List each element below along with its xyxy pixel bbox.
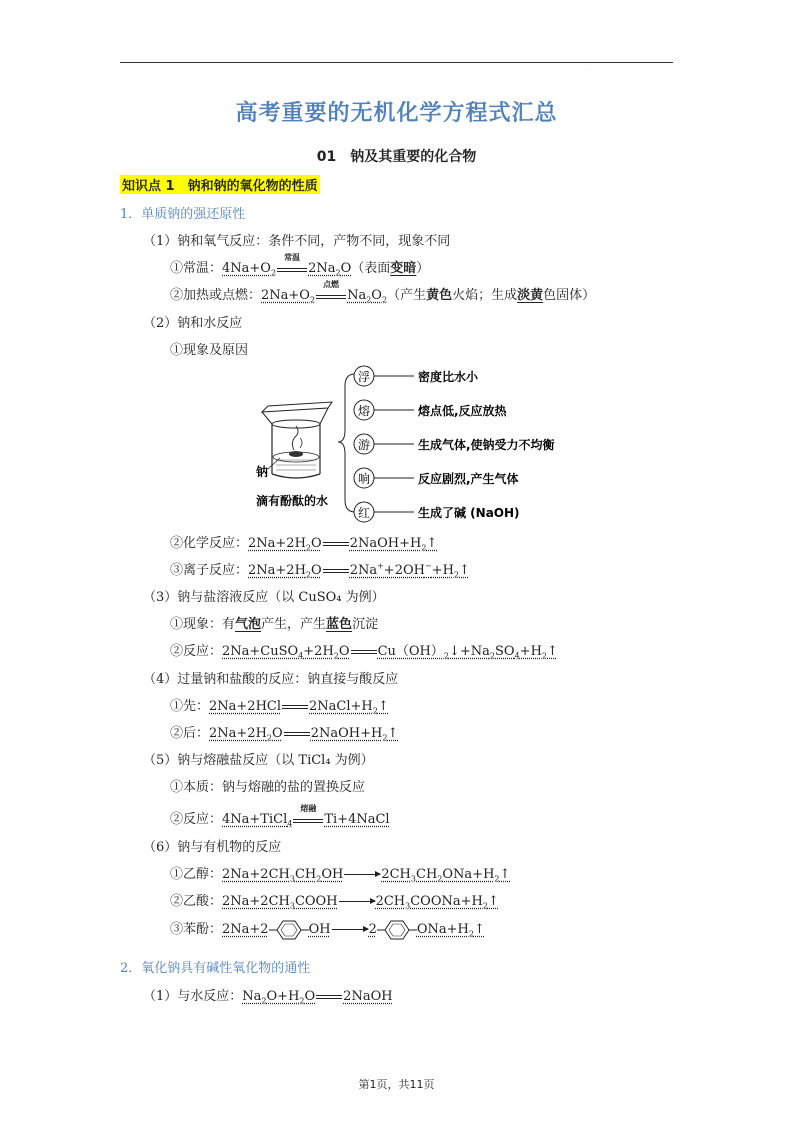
s2-line-b: ②化学反应：$2Na+2H_2O$ $2NaOH+H_2↑$ bbox=[170, 536, 438, 553]
s2-line-c: ③离子反应：$2Na+2H_2O$ $2Na^++2OH^-+H_2↑$ bbox=[170, 561, 470, 580]
condition-equals: 常温 bbox=[277, 261, 307, 272]
char-swim: 游 bbox=[357, 438, 371, 452]
header-mark: . bbox=[588, 66, 590, 72]
s6-line-b: ②乙酸：$2Na+2CH_3COOH$ $2CH_3COONa+H_2↑$ bbox=[170, 894, 499, 911]
s4-label: （4）过量钠和盐酸的反应：钠直接与酸反应 bbox=[143, 672, 399, 687]
reason-melt: 熔点低,反应放热 bbox=[418, 404, 507, 418]
part1-heading: 1．单质钠的强还原性 bbox=[120, 207, 246, 222]
equation: $2Na+CuSO_4+2H_2O$ $Cu(OH)_2↓+Na_2SO_4+H_2↑$ bbox=[222, 644, 558, 661]
char-float: 浮 bbox=[357, 370, 371, 384]
s6-line-a: ①乙醇：$2Na+2CH_3CH_2OH$ $2CH_3CH_2ONa+H_2↑$ bbox=[170, 867, 511, 884]
header-rule bbox=[120, 62, 673, 63]
char-red: 红 bbox=[357, 506, 371, 520]
reason-sound: 反应剧烈,产生气体 bbox=[418, 472, 519, 486]
p2-line-1: （1）与水反应：$Na_2O+H_2O$ 2NaOH bbox=[143, 989, 393, 1006]
s1-label: （1）钠和氧气反应：条件不同，产物不同，现象不同 bbox=[143, 234, 451, 249]
page-footer: 第1页，共11页 bbox=[358, 1078, 435, 1091]
s5-line-b: ②反应：4Na+TiCl$_4$ 熔融 Ti+4NaCl bbox=[170, 803, 390, 829]
equation: 2Na+2 OH 2 $ONa+H_2↑$ bbox=[222, 922, 485, 937]
benzene-ring-icon bbox=[269, 919, 309, 941]
s6-label: （6）钠与有机物的反应 bbox=[143, 840, 282, 855]
reason-float: 密度比水小 bbox=[418, 370, 479, 384]
s6-line-c: ③苯酚：2Na+2 OH 2 $ONa+H_2↑$ bbox=[170, 918, 485, 941]
s2-label: （2）钠和水反应 bbox=[143, 316, 243, 331]
equation: $2Na+2H_2O$ $2NaOH+H_2↑$ bbox=[209, 726, 399, 743]
s4-line-a: ①先：2Na+2HCl $2NaCl+H_2↑$ bbox=[170, 699, 389, 716]
equation: $4Na+O_2$ 常温 $2Na_2O$ bbox=[222, 252, 352, 278]
condition-equals: 熔融 bbox=[293, 812, 323, 823]
char-melt: 熔 bbox=[357, 404, 371, 418]
char-sound: 响 bbox=[357, 472, 371, 486]
reason-swim: 生成气体,使钠受力不均衡 bbox=[418, 438, 555, 452]
equation: $2Na+2CH_3COOH$ $2CH_3COONa+H_2↑$ bbox=[222, 894, 499, 911]
reason-red: 生成了碱 (NaOH) bbox=[418, 506, 520, 520]
equation: $2Na+2H_2O$ $2NaOH+H_2↑$ bbox=[248, 536, 438, 553]
s1-line-a: ①常温：$4Na+O_2$ 常温 $2Na_2O$（表面变暗） bbox=[170, 252, 430, 278]
s2-line-a: ①现象及原因 bbox=[170, 343, 249, 358]
condition-equals: 点燃 bbox=[316, 288, 346, 299]
knowledge-point-label: 知识点 1 钠和钠的氧化物的性质 bbox=[120, 175, 320, 194]
page-title: 高考重要的无机化学方程式汇总 bbox=[235, 100, 558, 126]
s5-line-a: ①本质：钠与熔融的盐的置换反应 bbox=[170, 780, 366, 795]
label-sodium: 钠 bbox=[256, 465, 269, 479]
section-title: 01 钠及其重要的化合物 bbox=[316, 149, 477, 165]
equation: $2Na+2H_2O$ $2Na^++2OH^-+H_2↑$ bbox=[248, 561, 470, 580]
equation: 2Na+2HCl $2NaCl+H_2↑$ bbox=[209, 699, 389, 716]
s3-label: （3）钠与盐溶液反应（以 CuSO₄ 为例） bbox=[143, 590, 385, 605]
part2-heading: 2．氧化钠具有碱性氧化物的通性 bbox=[120, 961, 311, 976]
sodium-water-diagram bbox=[250, 362, 590, 524]
benzene-ring-icon bbox=[377, 919, 417, 941]
s4-line-b: ②后：$2Na+2H_2O$ $2NaOH+H_2↑$ bbox=[170, 726, 399, 743]
s3-line-b: ②反应：$2Na+CuSO_4+2H_2O$ $Cu(OH)_2↓+Na_2SO_4+H_2↑$ bbox=[170, 644, 558, 661]
equation: $Na_2O+H_2O$ 2NaOH bbox=[242, 989, 393, 1006]
s5-label: （5）钠与熔融盐反应（以 TiCl₄ 为例） bbox=[143, 753, 374, 768]
s3-line-a: ①现象：有气泡产生，产生蓝色沉淀 bbox=[170, 617, 379, 632]
equation: $2Na+2CH_3CH_2OH$ $2CH_3CH_2ONa+H_2↑$ bbox=[222, 867, 511, 884]
equation: $2Na+O_2$ 点燃 $Na_2O_2$ bbox=[261, 279, 388, 305]
s1-a-prefix: ①常温： bbox=[170, 261, 223, 276]
equation: 4Na+TiCl$_4$ 熔融 Ti+4NaCl bbox=[222, 803, 390, 829]
s1-line-b: ②加热或点燃：$2Na+O_2$ 点燃 $Na_2O_2$（产生黄色火焰；生成淡黄色固体） bbox=[170, 279, 596, 305]
label-water: 滴有酚酞的水 bbox=[256, 494, 329, 508]
